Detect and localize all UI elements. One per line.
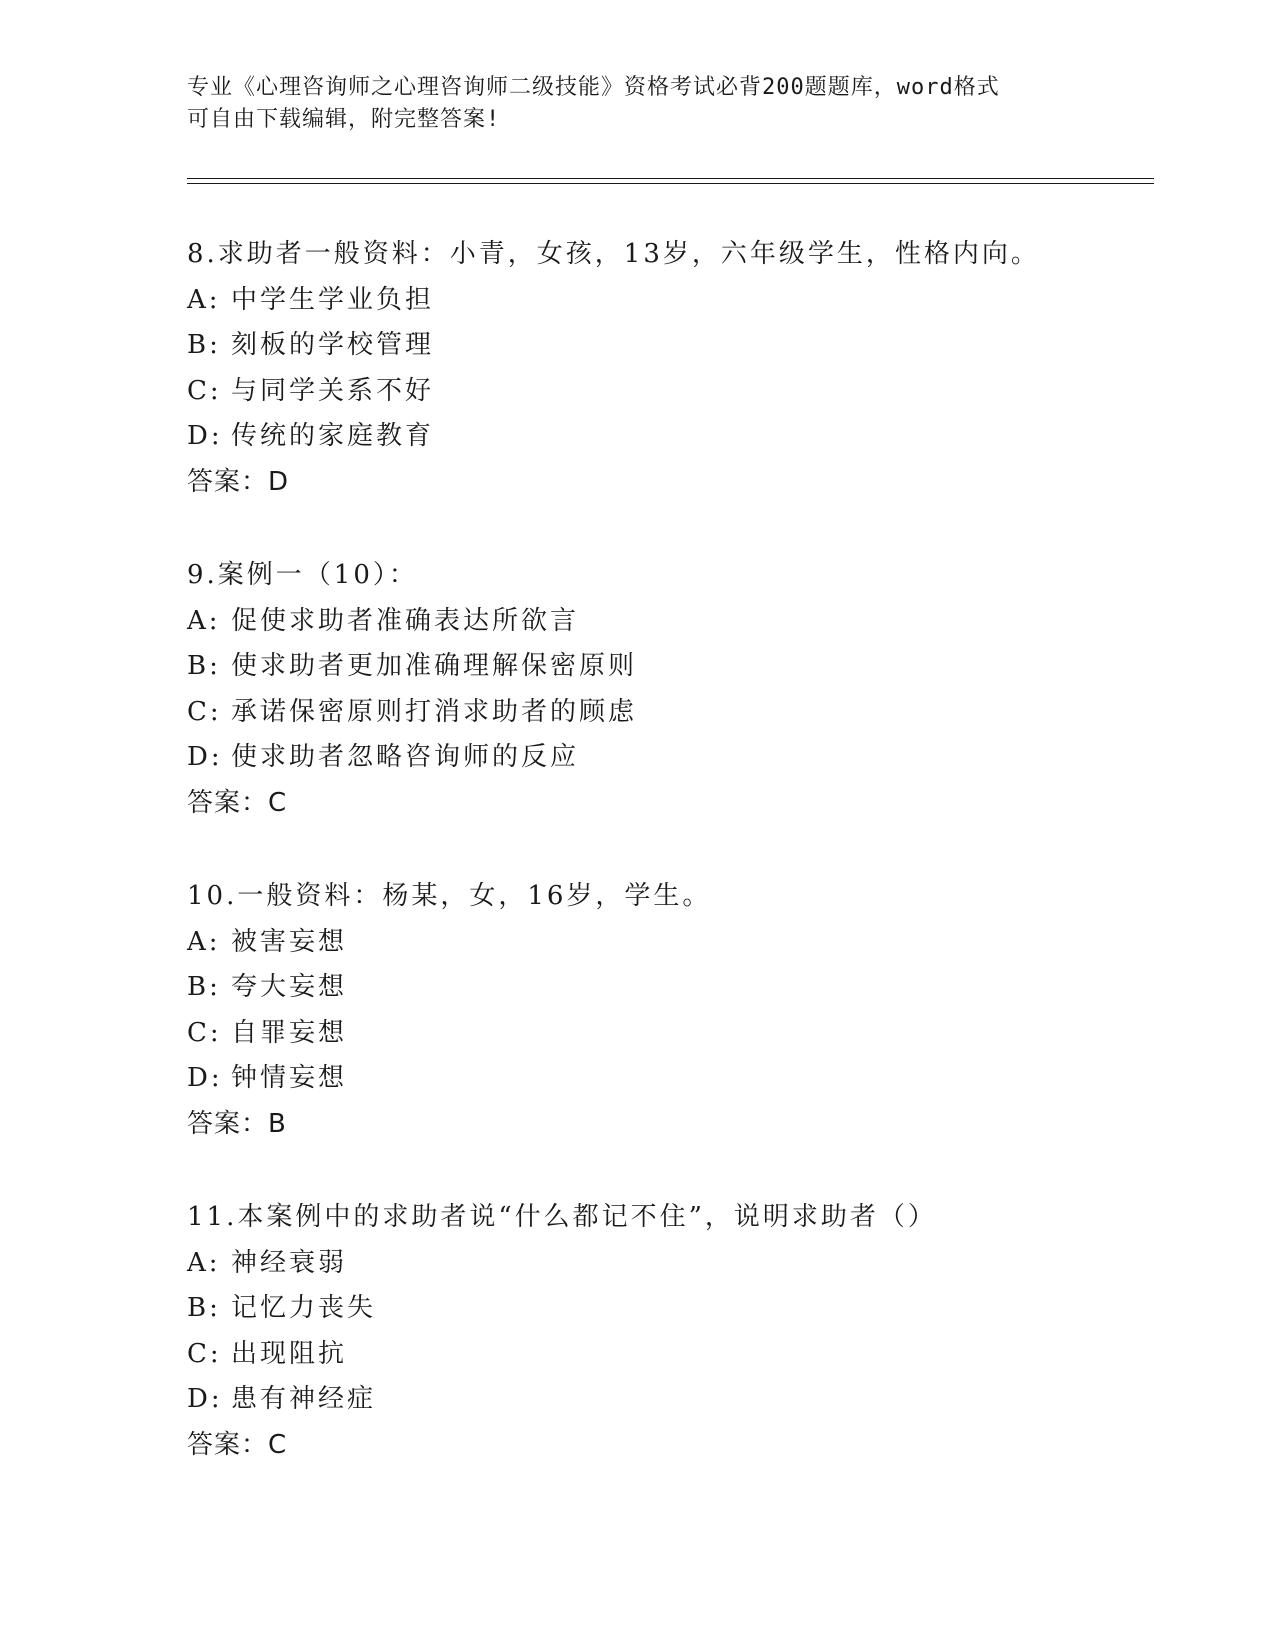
option-c — [187, 690, 1147, 736]
option-text: 与同学关系不好 — [231, 375, 435, 406]
option-text: 记忆力丧失 — [231, 1293, 377, 1323]
option-text: 神经衰弱 — [231, 1247, 348, 1278]
option-key: A: — [187, 1247, 221, 1278]
option-b — [187, 644, 1147, 690]
option-text: 传统的家庭教育 — [231, 421, 435, 451]
option-c — [187, 1332, 1147, 1378]
answer-line: 答案：B — [187, 1108, 287, 1139]
option-text: 被害妄想 — [231, 926, 348, 957]
option-text: 自罪妄想 — [231, 1017, 348, 1048]
answer-line: 答案：C — [187, 1429, 288, 1460]
option-text: 钟情妄想 — [231, 1063, 348, 1093]
question-11 — [187, 1195, 1147, 1468]
option-d — [187, 414, 1147, 460]
option-key: C: — [187, 375, 222, 406]
option-key: A: — [187, 926, 221, 957]
option-key: D: — [187, 1063, 223, 1093]
answer-line: 答案：C — [187, 787, 288, 818]
question-stem: 10.一般资料：杨某，女，16岁，学生。 — [187, 881, 712, 911]
option-text: 夸大妄想 — [231, 972, 348, 1002]
option-b — [187, 1286, 1147, 1332]
option-b — [187, 323, 1147, 369]
option-c — [187, 369, 1147, 415]
option-text: 承诺保密原则打消求助者的顾虑 — [231, 696, 638, 727]
option-key: B: — [187, 972, 221, 1002]
option-key: A: — [187, 605, 221, 636]
option-key: D: — [187, 421, 223, 451]
option-text: 刻板的学校管理 — [231, 330, 435, 360]
header-divider-bottom — [187, 183, 1154, 184]
option-b — [187, 965, 1147, 1011]
option-text: 使求助者忽略咨询师的反应 — [231, 742, 580, 772]
option-key: B: — [187, 330, 221, 360]
option-key: B: — [187, 1293, 221, 1323]
document-header — [187, 72, 1087, 136]
option-d — [187, 1377, 1147, 1423]
option-d — [187, 735, 1147, 781]
option-key: D: — [187, 1384, 223, 1414]
option-text: 中学生学业负担 — [231, 284, 435, 315]
header-divider-top — [187, 178, 1154, 179]
option-key: C: — [187, 1017, 222, 1048]
option-key: D: — [187, 742, 223, 772]
option-c — [187, 1011, 1147, 1057]
answer-line: 答案：D — [187, 466, 290, 497]
question-stem: 11.本案例中的求助者说“什么都记不住”，说明求助者（） — [187, 1202, 937, 1232]
question-8 — [187, 232, 1147, 505]
question-9 — [187, 553, 1147, 826]
question-stem: 8.求助者一般资料：小青，女孩，13岁，六年级学生，性格内向。 — [187, 239, 1040, 269]
option-key: B: — [187, 651, 221, 681]
option-text: 促使求助者准确表达所欲言 — [231, 605, 580, 636]
option-a — [187, 278, 1147, 324]
option-a — [187, 1241, 1147, 1287]
header-line-2: 可自由下载编辑，附完整答案! — [187, 107, 501, 132]
option-a — [187, 920, 1147, 966]
option-a — [187, 599, 1147, 645]
option-key: C: — [187, 696, 222, 727]
option-text: 患有神经症 — [231, 1384, 377, 1414]
option-key: C: — [187, 1338, 222, 1369]
header-line-1: 专业《心理咨询师之心理咨询师二级技能》资格考试必背200题题库，word格式 — [187, 75, 1000, 100]
question-stem: 9.案例一（10）： — [187, 560, 418, 590]
option-d — [187, 1056, 1147, 1102]
option-key: A: — [187, 284, 221, 315]
option-text: 出现阻抗 — [231, 1338, 348, 1369]
question-list — [187, 232, 1147, 1516]
option-text: 使求助者更加准确理解保密原则 — [231, 651, 638, 681]
question-10 — [187, 874, 1147, 1147]
